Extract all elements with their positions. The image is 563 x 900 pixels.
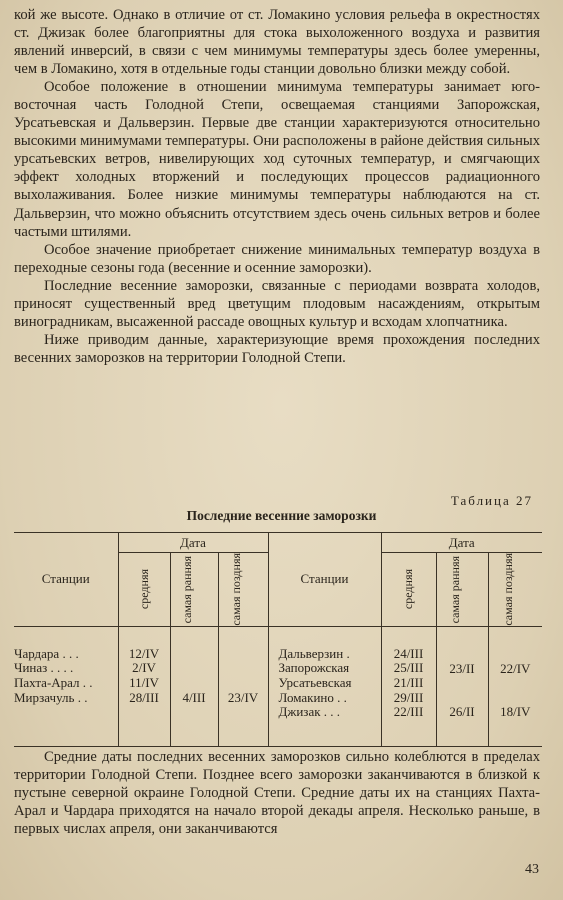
header-latest-left: самая поздняя xyxy=(229,553,243,626)
header-earliest-left: самая ранняя xyxy=(180,555,194,624)
avg-date: 21/III xyxy=(393,675,424,691)
latest-right xyxy=(489,662,543,720)
header-date-right: Дата xyxy=(381,533,542,553)
page-number: 43 xyxy=(525,862,539,877)
paragraph-2: Особое положение в отношении минимума температуры занимает юго-восточная часть Голодной Степи, освещаемая станциями Запорожская, Урсатьевская и Дальверзин. Первые две станции характеризуются относительно высокими минимумами температуры. Они расположены в районе действия сильных урсатьевских ветров, нивелирующих ход суточных температур, и смягчающих эффект холодных вторжений и последующих процессов радиационного выхолаживания. Более низкие минимумы температуры наблюдаются на ст. Дальверзин, что можно объяснить отсутствием здесь очень сильных ветров и более частыми штилями. xyxy=(14,79,540,240)
bottom-text xyxy=(14,748,540,838)
header-earliest-right: самая ранняя xyxy=(448,555,462,624)
stations-left xyxy=(14,647,118,706)
paragraph-6: Средние даты последних весенних заморозков сильно колеблются в пределах территории Голодной Степи. Позднее всего заморозки заканчиваются в близкой к пустыне северной окраине Голодной Степи. Средние даты их на станциях Пахта-Арал и Чардара приходятся на начало второй декады апреля. Несколько раньше, в первых числах апреля, они заканчиваются xyxy=(14,749,540,838)
station-name: Чиназ . . . . xyxy=(14,660,74,676)
station-name: Ломакино . . xyxy=(278,689,347,705)
latest-left: 23/IV xyxy=(227,689,259,705)
frost-table xyxy=(14,532,542,747)
avg-left xyxy=(119,647,170,706)
station-name: Мирзачуль . . xyxy=(14,689,88,705)
avg-date: 2/IV xyxy=(132,660,156,676)
header-avg-left: средняя xyxy=(136,569,151,610)
avg-date: 24/III xyxy=(393,645,424,661)
earliest-date: 23/II xyxy=(449,660,475,676)
avg-date: 25/III xyxy=(393,660,424,676)
latest-date: 18/IV xyxy=(500,704,531,720)
table-number: Таблица 27 xyxy=(450,493,533,508)
top-text xyxy=(14,6,540,367)
header-station-left: Станции xyxy=(41,571,90,587)
paragraph-4: Последние весенние заморозки, связанные с периодами возврата холодов, приносят существенный вред цветущим плодовым насаждениям, открытым виноградникам, высаженной рассаде овощных культур и всходам хлопчатника. xyxy=(14,277,540,330)
station-name: Чардара . . . xyxy=(14,645,79,661)
header-latest-right: самая поздняя xyxy=(501,553,516,626)
table-title: Последние весенние заморозки xyxy=(186,508,377,523)
paragraph-1: кой же высоте. Однако в отличие от ст. Ломакино условия рельефа в окрестностях ст. Джизак более благоприятны для стока выхоложенного воздуха и развития явлений инверсий, в связи с чем минимумы температуры здесь более умеренны, чем в Ломакино, хотя в отдельные годы станции довольно близки между собой. xyxy=(14,7,540,78)
earliest-date: 26/II xyxy=(449,704,475,720)
header-avg-right: средняя xyxy=(401,569,415,610)
avg-right xyxy=(382,647,436,721)
avg-date: 12/IV xyxy=(128,645,160,661)
station-name: Дальверзин . xyxy=(278,645,350,661)
stations-right xyxy=(279,647,381,721)
earliest-right xyxy=(437,662,488,720)
station-name: Джизак . . . xyxy=(278,704,341,720)
earliest-left: 4/III xyxy=(182,689,206,705)
paragraph-5: Ниже приводим данные, характеризующие время прохождения последних весенних заморозков на территории Голодной Степи. xyxy=(14,331,540,366)
avg-date: 22/III xyxy=(393,704,424,720)
header-station-right: Станции xyxy=(268,533,381,627)
avg-date: 11/IV xyxy=(129,675,159,691)
station-name: Пахта-Арал . . xyxy=(14,675,93,691)
station-name: Запорожская xyxy=(278,660,350,676)
header-date-left: Дата xyxy=(118,533,268,553)
avg-date: 29/III xyxy=(393,689,424,705)
latest-date: 22/IV xyxy=(500,660,531,676)
avg-date: 28/III xyxy=(129,689,159,705)
station-name: Урсатьевская xyxy=(278,675,352,691)
paragraph-3: Особое значение приобретает снижение минимальных температур воздуха в переходные сезоны года (весенние и осенние заморозки). xyxy=(14,241,540,276)
